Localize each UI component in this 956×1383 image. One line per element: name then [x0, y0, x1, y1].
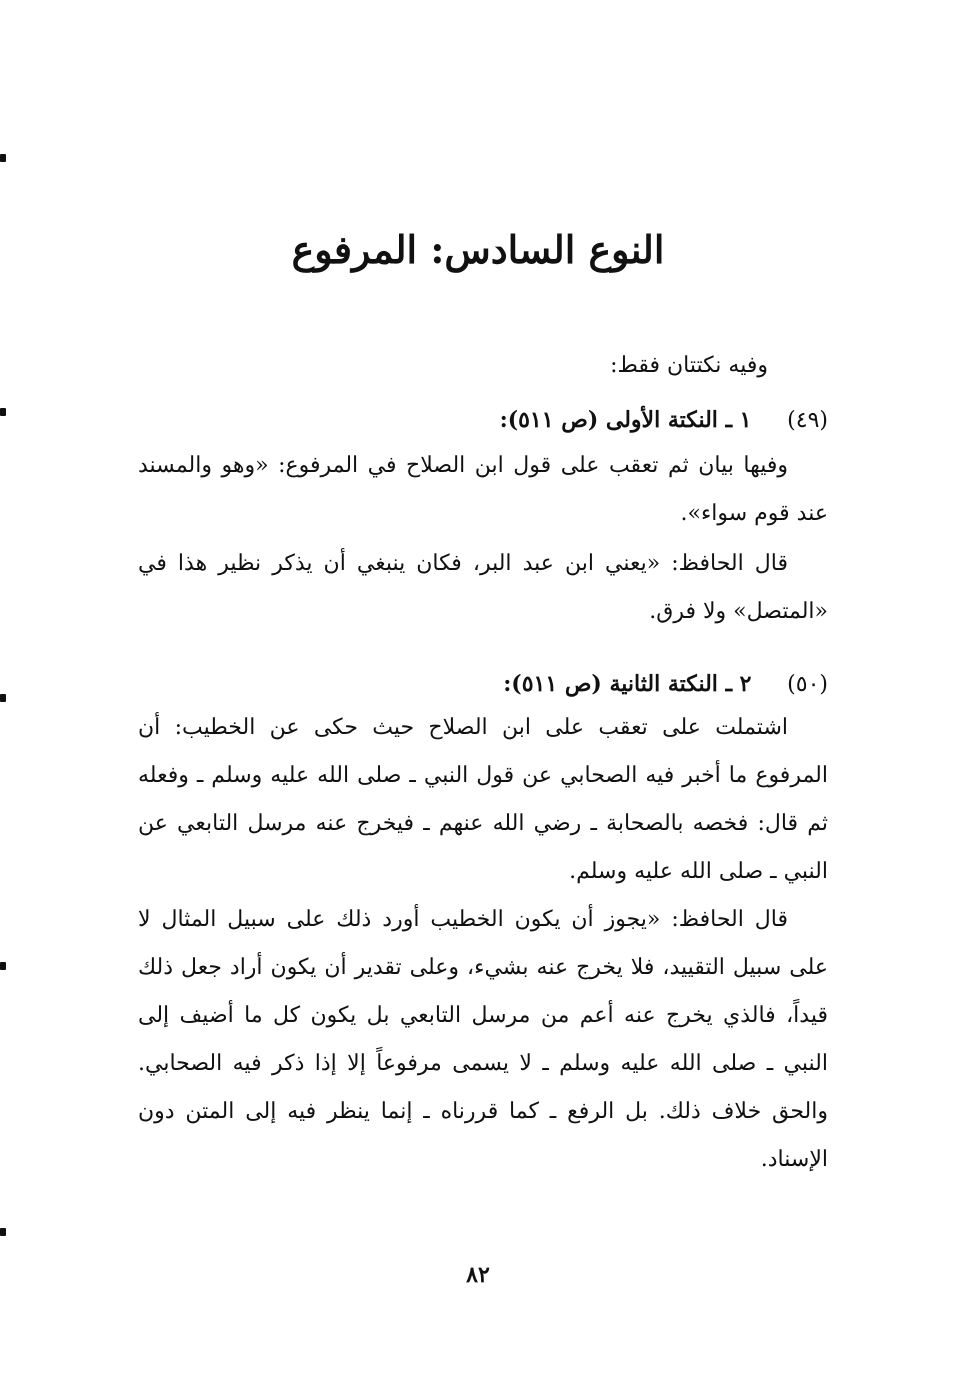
nukta-1-title: ١ ـ النكتة الأولى (ص ٥١١):	[499, 407, 752, 433]
nukta-2-paragraph-1: اشتملت على تعقب على ابن الصلاح حيث حكى عن الخطيب: أن المرفوع ما أخبر فيه الصحابي عن قول النبي ـ صلى الله عليه وسلم ـ وفعله ثم قال: فخصه بالصحابة ـ رضي الله عنهم ـ فيخرج عنه مرسل التابعي عن النبي ـ صلى الله عليه وسلم.	[138, 715, 828, 884]
nukta-1-paragraph-2: قال الحافظ: «يعني ابن عبد البر، فكان ينبغي أن يذكر نظير هذا في «المتصل» ولا فرق.	[138, 551, 828, 624]
nukta-2-heading	[138, 664, 828, 705]
nukta-1-paragraph-1: وفيها بيان ثم تعقب على قول ابن الصلاح في المرفوع: «وهو والمسند عند قوم سواء».	[138, 453, 828, 526]
nukta-2-title: ٢ ـ النكتة الثانية (ص ٥١١):	[503, 671, 752, 697]
intro-line: وفيه نكتتان فقط:	[610, 353, 768, 378]
nukta-1-heading	[138, 400, 828, 441]
margin-mark	[0, 1228, 6, 1236]
nukta-1-number: (٤٩)	[787, 408, 828, 433]
nukta-2-paragraph-2: قال الحافظ: «يجوز أن يكون الخطيب أورد ذلك على سبيل المثال لا على سبيل التقييد، فلا يخرج عنه بشيء، وعلى تقدير أن يكون أراد جعل ذلك قيداً، فالذي يخرج عنه أعم من مرسل التابعي بل يكون كل ما أضيف إلى النبي ـ صلى الله عليه وسلم ـ لا يسمى مرفوعاً إلا إذا ذكر فيه الصحابي. والحق خلاف ذلك. بل الرفع ـ كما قررناه ـ إنما ينظر فيه إلى المتن دون الإسناد.	[138, 907, 828, 1172]
chapter-title: النوع السادس: المرفوع	[291, 227, 665, 272]
margin-mark	[0, 154, 6, 162]
margin-mark	[0, 962, 6, 970]
margin-mark	[0, 694, 6, 702]
page-number: ٨٢	[466, 1262, 490, 1288]
nukta-2-number: (٥٠)	[787, 672, 828, 697]
margin-mark	[0, 408, 6, 416]
